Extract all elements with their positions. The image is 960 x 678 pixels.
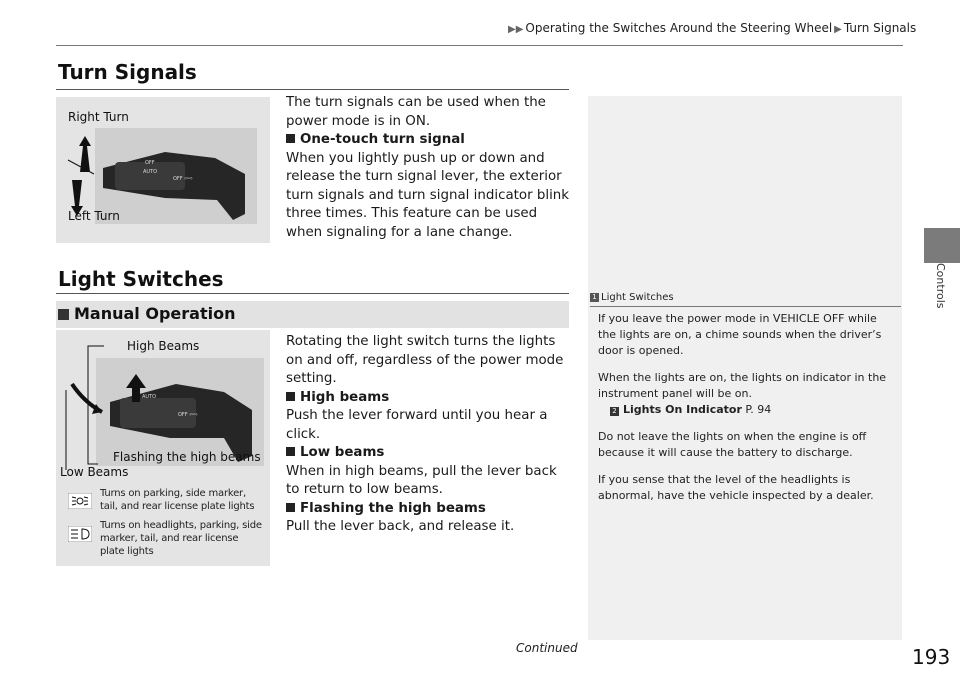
breadcrumb-arrow-icon: ▶▶ <box>508 24 524 35</box>
chapter-tab[interactable] <box>924 263 960 323</box>
svg-text:AUTO: AUTO <box>142 394 157 400</box>
low-beams-label: Low Beams <box>60 465 129 479</box>
flashing-high-beams-label: Flashing the high beams <box>113 450 261 464</box>
section-title-light-switches: Light Switches <box>58 267 224 291</box>
chapter-tab-label: Controls <box>934 263 947 309</box>
note-paragraph: If you sense that the level of the headlights is abnormal, have the vehicle inspected by a dealer. <box>598 473 874 502</box>
continued-label: Continued <box>516 641 578 655</box>
one-touch-body: When you lightly push up or down and release the turn signal lever, the exterior turn signals and turn signal indicator blink three times. This feature can be used when signaling for a lane change. <box>286 150 570 240</box>
bullet-square-icon <box>58 309 69 320</box>
headlights-icon <box>68 526 92 542</box>
legend-headlights-text: Turns on headlights, parking, side marker, tail, and rear license plate lights <box>100 520 262 557</box>
light-switches-text <box>286 333 572 537</box>
legend-parking-text: Turns on parking, side marker, tail, and rear license plate lights <box>100 488 255 512</box>
note-paragraph: When the lights are on, the lights on indicator in the instrument panel will be on. <box>598 371 887 400</box>
reference-arrow-icon: 2 <box>610 407 619 416</box>
side-note-divider <box>590 306 901 307</box>
high-beams-heading: High beams <box>286 389 572 408</box>
svg-text:OFF ⇦⇨: OFF ⇦⇨ <box>173 176 193 182</box>
svg-text:OFF: OFF <box>145 160 155 166</box>
high-beams-body: Push the lever forward until you hear a click. <box>286 408 548 442</box>
flashing-heading: Flashing the high beams <box>286 500 572 519</box>
section-title-turn-signals: Turn Signals <box>58 60 197 84</box>
breadcrumb-current[interactable]: Turn Signals <box>843 21 917 35</box>
high-beams-label: High Beams <box>127 339 200 353</box>
one-touch-heading: One-touch turn signal <box>286 131 572 150</box>
side-note-title: 1 Light Switches <box>590 292 674 303</box>
subsection-bar <box>56 301 569 328</box>
left-turn-label: Left Turn <box>68 209 120 223</box>
bullet-square-icon <box>286 134 295 143</box>
cross-reference-link[interactable]: 2 Lights On Indicator P. 94 <box>610 402 898 418</box>
section-divider <box>56 89 569 90</box>
side-note-body <box>598 311 898 515</box>
right-turn-label: Right Turn <box>68 110 129 124</box>
light-lever-arrows-icon <box>58 340 106 470</box>
note-icon: 1 <box>590 293 599 302</box>
turn-signals-text <box>286 94 572 242</box>
header-divider <box>56 45 903 46</box>
svg-text:AUTO: AUTO <box>143 169 158 175</box>
flashing-body: Pull the lever back, and release it. <box>286 519 515 534</box>
parking-lights-icon <box>68 493 92 509</box>
manual-operation-title: Manual Operation <box>74 304 236 323</box>
light-switches-intro: Rotating the light switch turns the lights on and off, regardless of the power mode setting. <box>286 334 564 386</box>
breadcrumb-section[interactable]: Operating the Switches Around the Steering Wheel <box>525 21 833 35</box>
bullet-square-icon <box>286 503 295 512</box>
turn-signals-intro: The turn signals can be used when the power mode is in ON. <box>286 95 546 129</box>
breadcrumb <box>506 21 916 35</box>
section-divider <box>56 293 569 294</box>
bullet-square-icon <box>286 392 295 401</box>
low-beams-heading: Low beams <box>286 444 572 463</box>
breadcrumb-arrow-icon: ▶ <box>834 24 842 35</box>
chapter-tab-marker[interactable] <box>924 228 960 263</box>
low-beams-body: When in high beams, pull the lever back to return to low beams. <box>286 463 557 497</box>
bullet-square-icon <box>286 447 295 456</box>
note-paragraph: If you leave the power mode in VEHICLE OFF while the lights are on, a chime sounds when the driver’s door is opened. <box>598 312 882 357</box>
note-paragraph: Do not leave the lights on when the engine is off because it will cause the battery to discharge. <box>598 430 867 459</box>
page-number: 193 <box>912 645 951 669</box>
svg-text:OFF ⇦⇨: OFF ⇦⇨ <box>178 412 198 418</box>
